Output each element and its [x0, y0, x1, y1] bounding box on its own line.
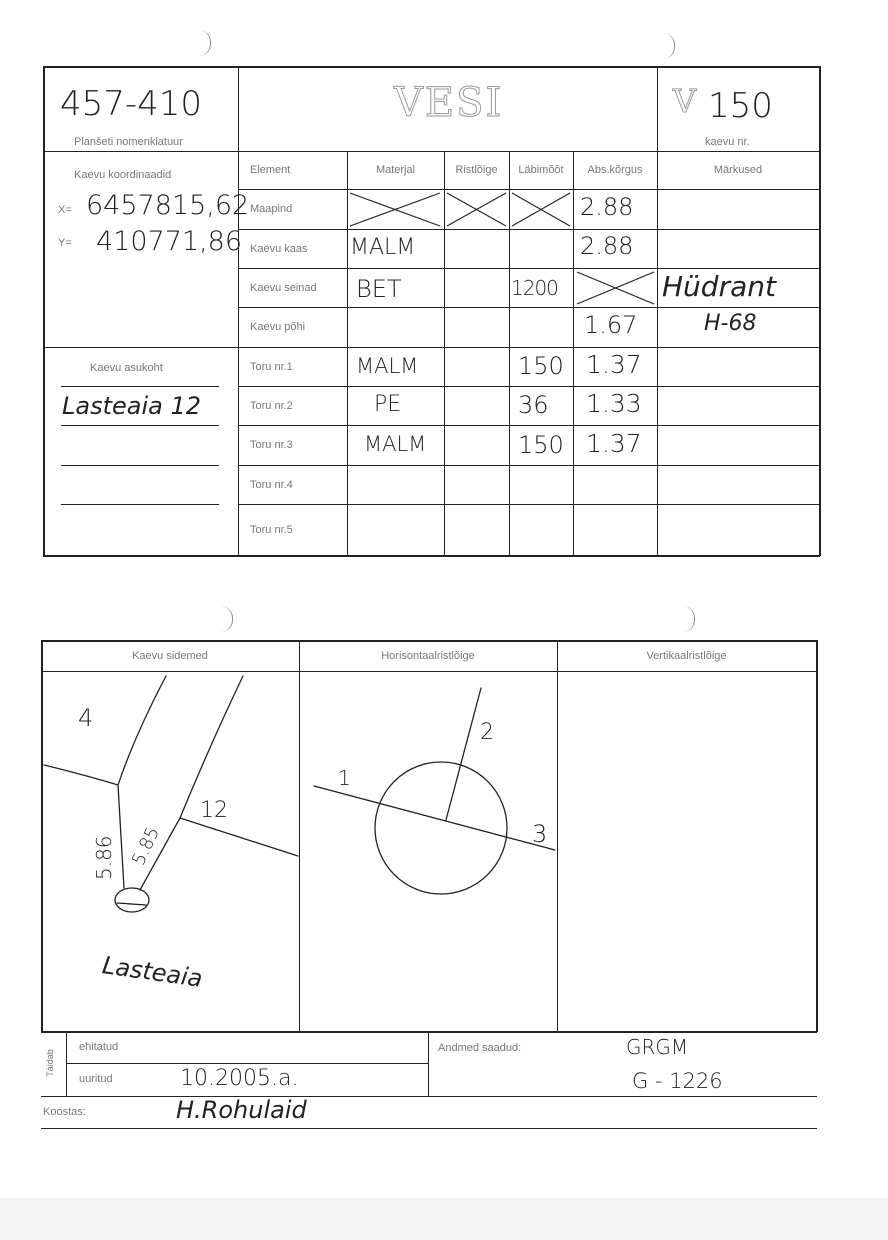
pipe-label-2: 2: [480, 720, 494, 745]
panel-title-horizontal: Horisontaalristlõige: [381, 650, 475, 662]
col-header-diameter: Läbimõõt: [518, 164, 564, 176]
diameter-value: 150: [518, 431, 564, 459]
panel-title-connections: Kaevu sidemed: [132, 650, 208, 662]
row-element: Toru nr.2: [250, 399, 293, 412]
row-element: Maapind: [250, 203, 293, 215]
col-header-notes: Märkused: [713, 164, 763, 176]
row-element: Toru nr.3: [250, 439, 293, 451]
surveyed-value: 10.2005.a.: [180, 1066, 299, 1091]
col-header-abs: Abs.kõrgus: [587, 164, 643, 176]
nomenclature-value: 457-410: [60, 84, 203, 124]
abs-value: 1.37: [586, 350, 642, 379]
diameter-value: 36: [518, 391, 549, 419]
abs-value: 1.33: [586, 389, 642, 418]
abs-value: 1.37: [586, 429, 642, 458]
abs-value: 1.67: [584, 311, 638, 339]
nomenclature-label: Planšeti nomenklatuur: [74, 136, 183, 148]
row-element: Toru nr.1: [250, 360, 293, 373]
material-value: PE: [374, 392, 402, 417]
panel-title-vertical: Vertikaalristlõige: [646, 650, 727, 662]
x-label: X=: [58, 204, 72, 216]
well-number: 150: [708, 86, 773, 126]
row-element: Kaevu põhi: [250, 321, 306, 333]
pipe-label-3: 3: [532, 820, 548, 848]
col-header-material: Materjal: [375, 164, 416, 176]
y-value: 410771,86: [96, 226, 243, 257]
street-name: Lasteaia: [100, 951, 205, 993]
diameter-value: 150: [518, 352, 564, 380]
material-value: MALM: [364, 432, 427, 456]
surveyed-label: uuritud: [79, 1073, 113, 1085]
row-element: Kaevu kaas: [250, 242, 308, 255]
y-label: Y=: [58, 237, 72, 249]
x-value: 6457815,62: [86, 190, 250, 221]
compiled-value: H.Rohulaid: [176, 1096, 307, 1124]
diameter-value: 1200: [511, 276, 558, 300]
row-element: Kaevu seinad: [250, 281, 317, 294]
location-value: Lasteaia 12: [62, 392, 202, 420]
well-label: kaevu nr.: [705, 136, 750, 148]
abs-value: 2.88: [580, 232, 634, 260]
abs-value: 2.88: [580, 193, 634, 221]
material-value: MALM: [356, 354, 419, 378]
filled-label: ehitatud: [79, 1041, 119, 1053]
data-received-label: Andmed saadud:: [438, 1042, 522, 1054]
row-element: Toru nr.5: [250, 523, 293, 536]
connection-label-4: 4: [78, 704, 94, 732]
compiled-label: Koostas:: [43, 1106, 86, 1118]
material-value: BET: [356, 275, 402, 303]
data-received-value-1: GRGM: [626, 1035, 689, 1059]
col-header-cross: Ristlõige: [455, 164, 498, 176]
location-label: Kaevu asukoht: [90, 362, 163, 374]
pipe-label-1: 1: [338, 766, 351, 790]
data-received-value-2: G - 1226: [632, 1069, 723, 1093]
material-value: MALM: [350, 235, 416, 260]
col-header-element: Element: [250, 164, 291, 176]
notes-value: H-68: [704, 311, 757, 336]
distance-a: 5.86: [92, 835, 116, 880]
row-element: Toru nr.4: [250, 478, 293, 491]
distance-b: 5.85: [128, 823, 164, 869]
side-label: Täidab: [44, 1049, 55, 1077]
card-title: VESI: [394, 80, 504, 126]
coords-label: Kaevu koordinaadid: [74, 169, 172, 181]
connection-label-12: 12: [200, 798, 228, 823]
notes-value: Hüdrant: [662, 270, 776, 303]
well-prefix: V: [673, 82, 699, 120]
scan-edge: [0, 1198, 888, 1240]
